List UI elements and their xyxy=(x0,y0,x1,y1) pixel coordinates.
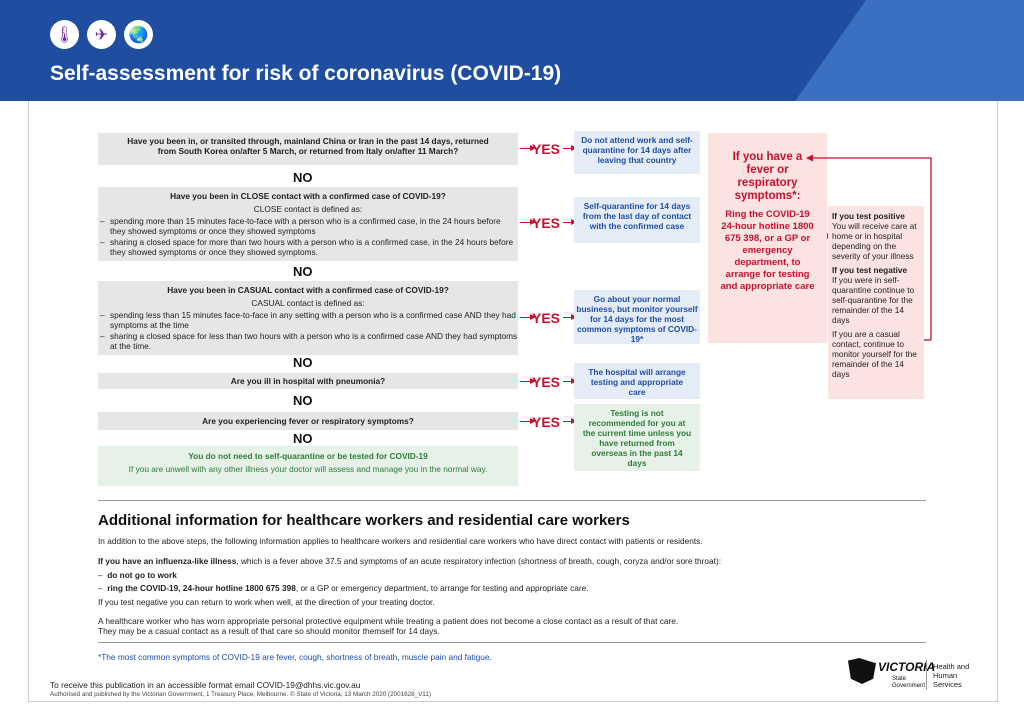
question-3-item: – sharing a closed space for less than two hours with a person who is a confirmed case AND they had symptoms at the time. xyxy=(98,331,518,351)
final-title: You do not need to self-quarantine or be tested for COVID-19 xyxy=(188,451,428,461)
question-4-box xyxy=(98,373,518,389)
yes-label-1: YES xyxy=(532,141,561,157)
additional-bullet-2: – ring the COVID-19, 24-hour hotline 1800 675 398, or a GP or emergency department, to arrange for testing and appropriate care. xyxy=(98,583,589,593)
header-banner xyxy=(0,0,1024,101)
bullet-2-bold: ring the COVID-19, 24-hour hotline 1800 675 398 xyxy=(107,583,296,593)
question-4: Are you ill in hospital with pneumonia? xyxy=(230,376,386,386)
department-name: Health and Human Services xyxy=(933,662,970,689)
logo-subtext: State Government xyxy=(892,676,926,689)
answer-5: Testing is not recommended for you at the current time unless you have returned from overseas in the past 14 days xyxy=(574,404,700,471)
logo-divider xyxy=(926,660,927,690)
arrow-yes-5 xyxy=(520,421,530,422)
logo-text: VICTORIA xyxy=(878,660,936,674)
additional-p5: They may be a casual contact as a result of that care so should monitor themself for 14 days. xyxy=(98,626,440,636)
no-label-4: NO xyxy=(293,393,313,408)
airplane-icon: ✈ xyxy=(87,20,116,49)
arrow-yes-2 xyxy=(520,222,530,223)
question-2-item: – sharing a closed space for more than two hours with a person who is a confirmed case, in the 24 hours before they showed symptoms or once they showed symptoms. xyxy=(98,237,518,257)
additional-p1: In addition to the above steps, the following information applies to healthcare workers and residential care workers who have direct contact with patients or residents. xyxy=(98,536,703,546)
no-label-1: NO xyxy=(293,170,313,185)
question-3-sub: CASUAL contact is defined as: xyxy=(251,298,365,308)
additional-p2 xyxy=(98,556,721,566)
question-2-item: – spending more than 15 minutes face-to-face with a person who is a confirmed case, in the 24 hours before they showed symptoms or once they showed symptoms xyxy=(98,216,518,236)
victoria-logo xyxy=(848,656,936,696)
yes-label-5: YES xyxy=(532,414,561,430)
arrow-yes-4b xyxy=(563,381,571,382)
question-3-item: – spending less than 15 minutes face-to-face in any setting with a person who is a confirmed case AND they had symptoms at the time xyxy=(98,310,518,330)
fever-instructions: Ring the COVID-19 24-hour hotline 1800 675 398, or a GP or emergency department, to arrange for testing and appropriate care xyxy=(720,209,815,292)
accessible-format-note: To receive this publication in an accessible format email COVID-19@dhhs.vic.gov.au xyxy=(50,680,361,690)
answer-1: Do not attend work and self-quarantine for 14 days after leaving that country xyxy=(574,131,700,174)
yes-label-3: YES xyxy=(532,310,561,326)
question-3-title: Have you been in CASUAL contact with a confirmed case of COVID-19? xyxy=(167,285,449,295)
globe-icon: 🌏 xyxy=(124,20,153,49)
question-1-box xyxy=(98,133,518,165)
question-2-sub: CLOSE contact is defined as: xyxy=(253,204,363,214)
arrow-yes-2b xyxy=(563,222,571,223)
question-3-box xyxy=(98,281,518,355)
arrow-yes-3 xyxy=(520,317,530,318)
question-5: Are you experiencing fever or respiratory symptoms? xyxy=(202,416,414,426)
additional-p4: A healthcare worker who has worn appropriate personal protective equipment while treating a patient does not become a close contact as a result of that care. xyxy=(98,616,679,626)
negative-title: If you test negative xyxy=(832,265,908,275)
arrow-yes-1 xyxy=(520,148,530,149)
negative-text-1: If you were in self-quarantine continue to self-quarantine for the remainder of the 14 days xyxy=(832,275,915,325)
divider-bottom xyxy=(98,642,926,643)
arrow-yes-1b xyxy=(563,148,571,149)
page-title: Self-assessment for risk of coronavirus (COVID-19) xyxy=(50,62,562,85)
additional-p3: If you test negative you can return to work when well, at the direction of your treating doctor. xyxy=(98,597,435,607)
no-label-2: NO xyxy=(293,264,313,279)
additional-p2-bold: If you have an influenza-like illness xyxy=(98,556,237,566)
positive-text: You will receive care at home or in hospital depending on the severity of your illness xyxy=(832,221,917,261)
arrow-yes-3b xyxy=(563,317,571,318)
additional-heading: Additional information for healthcare workers and residential care workers xyxy=(98,512,630,529)
final-text: If you are unwell with any other illness your doctor will assess and manage you in the normal way. xyxy=(128,464,488,474)
arrow-yes-4 xyxy=(520,381,530,382)
thermometer-icon: 🌡 xyxy=(50,20,79,49)
loop-arrow xyxy=(790,150,940,350)
positive-title: If you test positive xyxy=(832,211,905,221)
additional-p2-rest: , which is a fever above 37.5 and symptoms of an acute respiratory infection (shortness of breath, cough, coryza and/or sore throat): xyxy=(236,556,722,566)
negative-text-2: If you are a casual contact, continue to monitor yourself for the remainder of the 14 days xyxy=(832,329,917,379)
no-label-5: NO xyxy=(293,431,313,446)
question-1: Have you been in, or transited through, mainland China or Iran in the past 14 days, returned from South Korea on/after 5 March, or returned from Italy on/after 11 March? xyxy=(127,136,489,156)
victoria-map-icon xyxy=(848,658,876,684)
authorisation-note: Authorised and published by the Victorian Government, 1 Treasury Place, Melbourne. © State of Victoria, 13 March 2020 (2001628_V11) xyxy=(50,691,431,698)
yes-label-4: YES xyxy=(532,374,561,390)
fever-heading: If you have a fever or respiratory symptoms*: xyxy=(732,151,803,202)
question-2-box xyxy=(98,187,518,261)
answer-3: Go about your normal business, but monitor yourself for 14 days for the most common symptoms of COVID-19* xyxy=(574,290,700,344)
header-stripe xyxy=(754,0,1024,101)
question-5-box xyxy=(98,412,518,430)
answer-4: The hospital will arrange testing and appropriate care xyxy=(574,363,700,399)
header-icons xyxy=(50,20,153,49)
no-label-3: NO xyxy=(293,355,313,370)
answer-2: Self-quarantine for 14 days from the last day of contact with the confirmed case xyxy=(574,197,700,243)
bullet-2-rest: , or a GP or emergency department, to arrange for testing and appropriate care. xyxy=(295,583,589,593)
divider-top xyxy=(98,500,926,501)
additional-bullet-1: – do not go to work xyxy=(98,570,177,580)
arrow-yes-5b xyxy=(563,421,571,422)
final-outcome-box xyxy=(98,446,518,486)
symptoms-footnote: *The most common symptoms of COVID-19 are fever, cough, shortness of breath, muscle pain and fatigue. xyxy=(98,652,492,662)
bullet-1-text: do not go to work xyxy=(107,570,177,580)
yes-label-2: YES xyxy=(532,215,561,231)
question-2-title: Have you been in CLOSE contact with a confirmed case of COVID-19? xyxy=(170,191,446,201)
